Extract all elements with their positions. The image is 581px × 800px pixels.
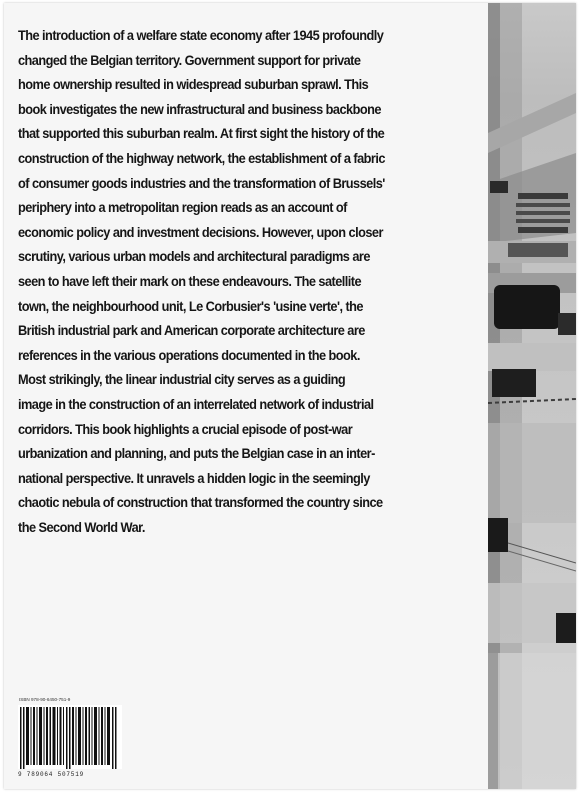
barcode-bars	[18, 705, 122, 769]
blurb-line: corridors. This book highlights a crucial episode of post-war	[18, 420, 353, 437]
blurb-line: Most strikingly, the linear industrial city serves as a guiding	[18, 371, 346, 388]
blurb-line: the Second World War.	[18, 518, 145, 535]
blurb-line: economic policy and investment decisions. However, upon closer	[18, 223, 383, 240]
blurb-line: The introduction of a welfare state economy after 1945 profoundly	[18, 27, 384, 43]
blurb-line: chaotic nebula of construction that transformed the country since	[18, 494, 383, 511]
blurb-line: urbanization and planning, and puts the Belgian case in an inter-	[18, 445, 375, 462]
blurb-line: seen to have left their mark on these endeavours. The satellite	[18, 272, 362, 289]
aerial-photo	[488, 3, 576, 789]
blurb-line: British industrial park and American corporate architecture are	[18, 322, 365, 339]
isbn-label: ISBN 978-90-6450-751-9	[19, 697, 71, 702]
barcode-area	[18, 697, 128, 782]
blurb-line: national perspective. It unravels a hidden logic in the seemingly	[18, 469, 370, 486]
blurb-line: references in the various operations documented in the book.	[18, 346, 360, 363]
blurb-line: of consumer goods industries and the transformation of Brussels'	[18, 174, 385, 191]
aerial-photo-strip	[488, 3, 576, 789]
barcode-digits: 9 789064 507519	[18, 771, 85, 778]
blurb-line: periphery into a metropolitan region reads as an account of	[18, 199, 347, 216]
blurb-line: home ownership resulted in widespread suburban sprawl. This	[18, 76, 369, 93]
book-back-cover	[4, 3, 576, 789]
blurb-text	[18, 23, 484, 539]
blurb-line: image in the construction of an interrelated network of industrial	[18, 395, 374, 412]
blurb-line: scrutiny, various urban models and architectural paradigms are	[18, 248, 370, 265]
blurb-line: book investigates the new infrastructural and business backbone	[18, 100, 381, 117]
blurb-line: changed the Belgian territory. Government support for private	[18, 51, 361, 68]
blurb-line: that supported this suburban realm. At first sight the history of the	[18, 125, 385, 142]
blurb-line: town, the neighbourhood unit, Le Corbusier's 'usine verte', the	[18, 297, 363, 314]
blurb-line: construction of the highway network, the establishment of a fabric	[18, 149, 385, 166]
